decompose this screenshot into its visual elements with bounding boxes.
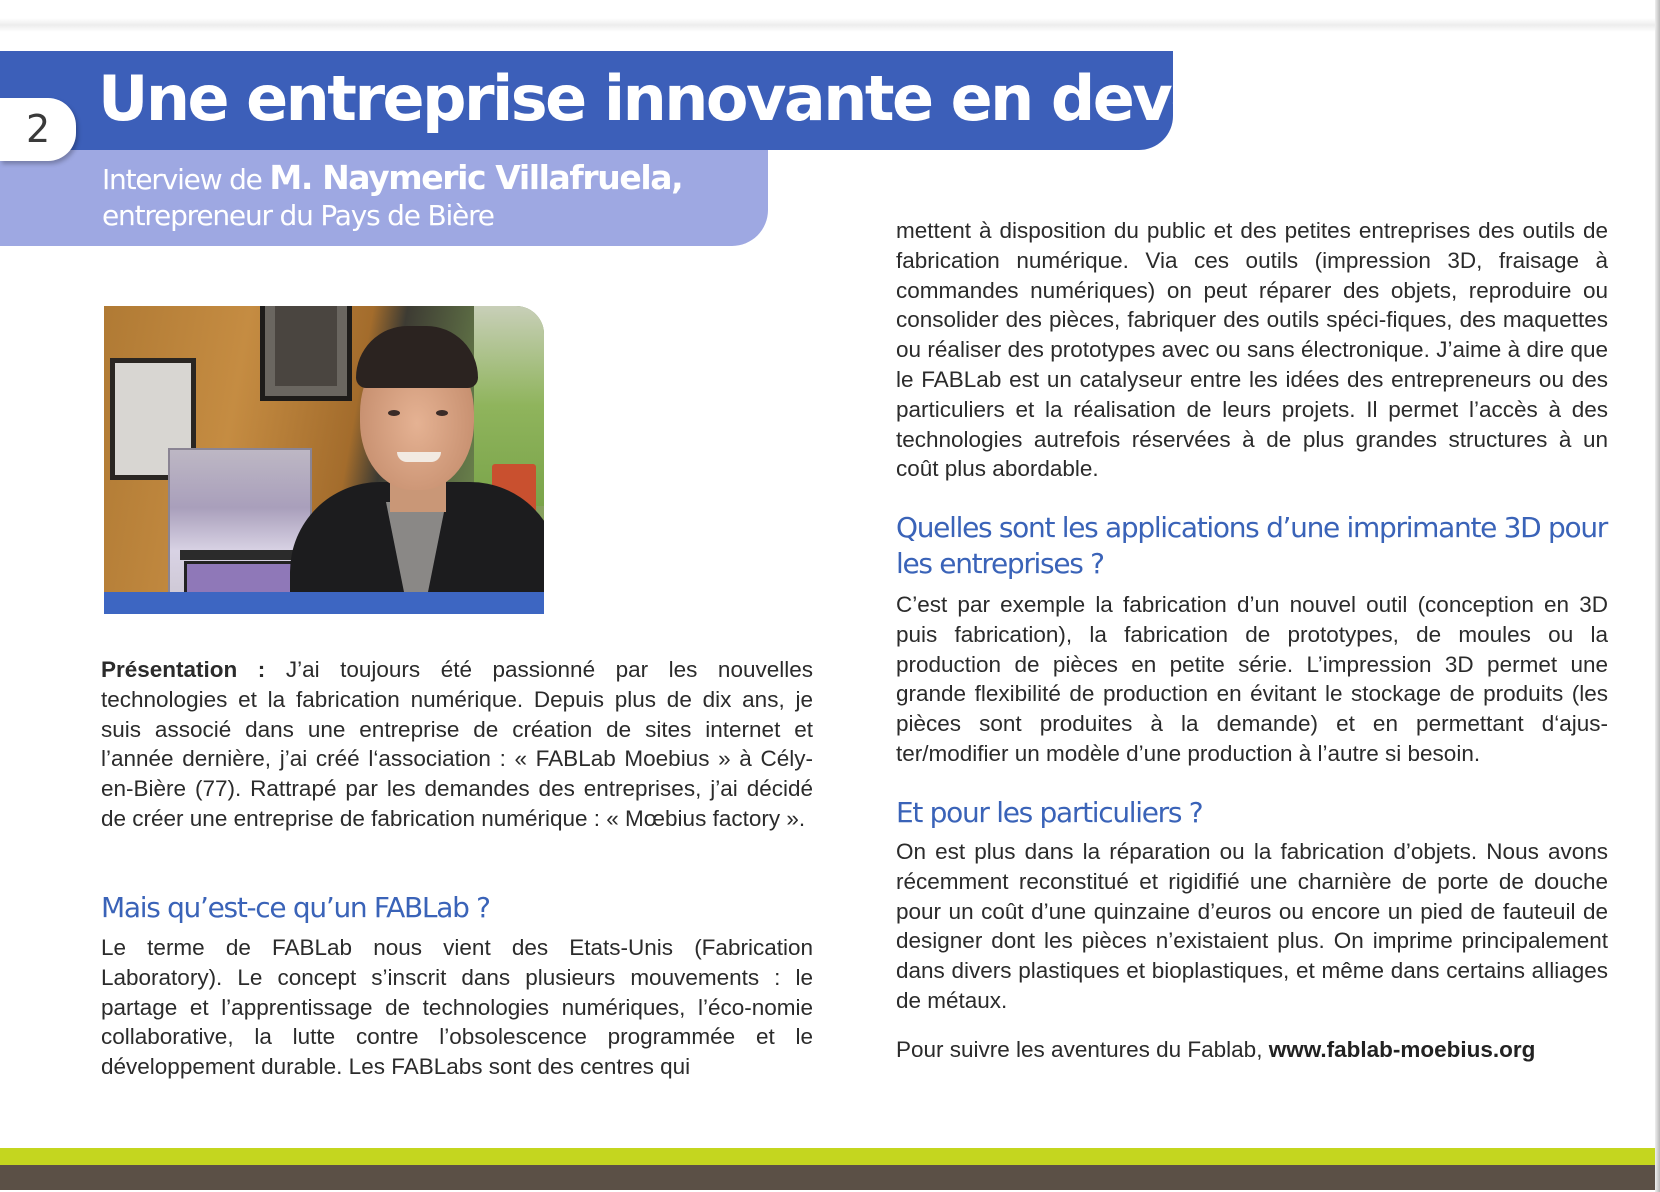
heading-what-is-fablab: Mais qu’est-ce qu’un FABLab ?: [101, 891, 490, 924]
scan-artifact: [0, 18, 1660, 32]
person-hair: [356, 326, 478, 388]
fablab-paragraph-continued: [896, 216, 1608, 484]
particuliers-paragraph: [896, 837, 1608, 1016]
heading-3d-printer-applications: Quelles sont les applications d’une imprimante 3D pour les entreprises ?: [896, 511, 1607, 580]
footer-stripe-brown: [0, 1165, 1655, 1190]
fablab-website-link[interactable]: www.fablab-moebius.org: [1268, 1037, 1536, 1062]
fablab-text: Le terme de FABLab nous vient des Etats-Unis (Fabrication Laboratory). Le concept s’inscrit dans plusieurs mouvements : le partage et l’apprentissage de technologies numériques, l’éco-nomie collaborative, la lutte contre l’obsolescence programmée et le développement durable. Les FABLabs sont des centres qui: [101, 935, 813, 1080]
smile: [397, 452, 441, 462]
heading-for-individuals: Et pour les particuliers ?: [896, 796, 1203, 829]
follow-line: [896, 1035, 1608, 1065]
eye-icon: [436, 410, 448, 416]
page-edge: [1655, 0, 1660, 1192]
footer-stripe-green: [0, 1148, 1655, 1165]
photo-accent-bar: [104, 592, 544, 614]
presentation-paragraph: [101, 655, 813, 834]
particuliers-text: On est plus dans la réparation ou la fabrication d’objets. Nous avons récemment reconstitué et rigidifié une charnière de porte de douche pour un coût d’une quinzaine d’euros ou encore un pied de fauteuil de designer dont les pièces n’existaient plus. On imprime principalement dans divers plastiques et bioplastiques, et même dans certains alliages de métaux.: [896, 839, 1608, 1013]
wall-frame-top: [260, 306, 352, 401]
fablab-paragraph: [101, 933, 813, 1082]
eye-icon: [388, 410, 400, 416]
presentation-label: Présentation :: [101, 657, 266, 682]
follow-text: Pour suivre les aventures du Fablab,: [896, 1037, 1269, 1062]
interview-byline: [102, 158, 682, 200]
applications-text: C’est par exemple la fabrication d’un nouvel outil (conception en 3D puis fabrication), la fabrication de prototypes, de moules ou la production de pièces en petite série. L’impression 3D permet une grande flexibilité de production en évitant le stockage de produits (les pièces sont produites à la demande) et en permettant d‘ajus-ter/modifier un modèle d’une production à l’autre si besoin.: [896, 592, 1608, 766]
page-title: Une entreprise innovante en devenir: [98, 62, 1299, 135]
fablab-text-continued: mettent à disposition du public et des petites entreprises des outils de fabrication numérique. Via ces outils (impression 3D, fraisage à commandes numériques) on peut réparer des objets, reproduire ou consolider des pièces, fabriquer des outils spéci-fiques, des maquettes ou réaliser des prototypes avec ou sans électronique. J’aime à dire que le FABLab est un catalyseur entre les idées des entrepreneurs ou des particuliers et la réalisation de leurs projets. Il permet l’accès à des technologies autrefois réservées à de plus grandes structures à un coût plus abordable.: [896, 218, 1608, 482]
page-number: 2: [26, 107, 51, 151]
interviewee-role: entrepreneur du Pays de Bière: [102, 199, 494, 232]
interviewee-name: M. Naymeric Villafruela,: [269, 158, 683, 197]
printer-window: [184, 561, 300, 592]
applications-paragraph: [896, 590, 1608, 769]
interviewee-photo: [104, 306, 544, 592]
byline-prefix: Interview de: [102, 163, 270, 196]
presentation-text: J’ai toujours été passionné par les nouvelles technologies et la fabrication numérique. Depuis plus de dix ans, je suis associé dans une entreprise de création de sites internet et l’année dernière, j’ai créé l‘association : « FABLab Moebius » à Cély-en-Bière (77). Rattrapé par les demandes des entreprises, j’ai décidé de créer une entreprise de fabrication numérique : « Mœbius factory ».: [101, 657, 813, 831]
printer-label: [180, 550, 296, 560]
